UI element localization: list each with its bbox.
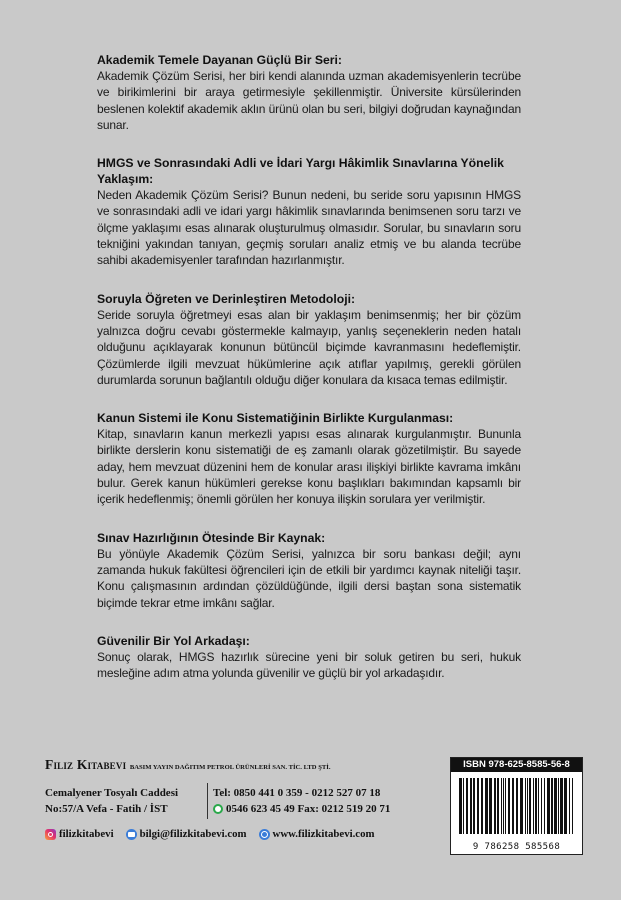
section-heading: HMGS ve Sonrasındaki Adli ve İdari Yargı Hâkimlik Sınavlarına Yönelik Yaklaşım:	[97, 156, 504, 187]
section-reliable-companion	[97, 633, 521, 682]
phone-line: Tel: 0850 441 0 359 - 0212 527 07 18	[213, 787, 381, 799]
back-cover-text	[97, 52, 521, 703]
section-academic-series	[97, 52, 521, 133]
instagram-handle: filizkitabevi	[59, 828, 114, 840]
divider	[207, 783, 208, 819]
section-heading: Sınav Hazırlığının Ötesinde Bir Kaynak:	[97, 530, 326, 545]
section-body: Akademik Çözüm Serisi, her biri kendi alanında uzman akademisyenlerin tecrübe ve birikimlerini bir araya getirmesiyle şekillenmiştir. Üniversite kürsülerinden beslenen kolektif akademik aklın ürünü olan bu seri, bilgiyi doğrudan kaynağından sunar.	[97, 69, 521, 132]
section-law-system	[97, 410, 521, 507]
isbn-digits: 9 786258 585568	[472, 842, 561, 852]
email-address: bilgi@filizkitabevi.com	[139, 828, 247, 840]
section-beyond-exam	[97, 530, 521, 611]
section-body: Kitap, sınavların kanun merkezli yapısı esas alınarak kurgulanmıştır. Bununla birlikte derslerin konu sistematiği de eş zamanlı olarak gözetilmiştir. Bu sayede aday, hem mevzuat düzenini hem de konular arası ilişkiyi birlikte kavrama imkânı bulur. Gerek kanun hükümleri gerekse konu başlıkları bakımından kapsamlı bir içerik hedeflenmiş; önemli görülen her konuya ilişkin sorulara yer verilmiştir.	[97, 427, 521, 507]
email-icon	[126, 829, 137, 840]
section-methodology	[97, 291, 521, 388]
section-body: Sonuç olarak, HMGS hazırlık sürecine yeni bir soluk getiren bu seri, hukuk mesleğine adım atma yolunda güvenilir ve güçlü bir yol arkadaşıdır.	[97, 649, 521, 681]
globe-icon	[259, 829, 270, 840]
whatsapp-row	[213, 801, 443, 817]
publisher-name-line	[45, 757, 330, 773]
address-line: Cemalyener Tosyalı Caddesi	[45, 787, 179, 799]
publisher-footer	[45, 757, 581, 857]
isbn-label: ISBN 978-625-8585-56-8	[451, 758, 582, 772]
publisher-subtitle: BASIM YAYIN DAĞITIM PETROL ÜRÜNLERİ SAN. TİC. LTD ŞTİ.	[129, 764, 331, 771]
instagram-icon	[45, 829, 56, 840]
address-line: No:57/A Vefa - Fatih / İST	[45, 803, 168, 815]
whatsapp-icon	[213, 804, 223, 814]
social-links	[45, 826, 445, 842]
publisher-address	[45, 785, 205, 817]
email-link[interactable]	[126, 828, 247, 840]
section-heading: Güvenilir Bir Yol Arkadaşı:	[97, 633, 250, 648]
section-heading: Soruyla Öğreten ve Derinleştiren Metodoloji:	[97, 291, 356, 306]
section-hmgs-approach	[97, 155, 521, 268]
section-body: Seride soruyla öğretmeyi esas alan bir yaklaşım benimsenmiş; her bir çözüm yalnızca doğru cevabı göstermekle kalmayıp, yanlış seçeneklerin neden hatalı olduğunu açıklayarak konunun bütüncül biçimde kavranmasını hedeflemiştir. Çözümlerde ilgili mevzuat hükümlerine açık atıflar yapılmış, gerekli görülen durumlarda sorunun bağlantılı olduğu diğer konulara da kısaca temas edilmiştir.	[97, 307, 521, 387]
isbn-barcode	[450, 757, 583, 855]
section-heading: Akademik Temele Dayanan Güçlü Bir Seri:	[97, 53, 342, 67]
section-body: Bu yönüyle Akademik Çözüm Serisi, yalnızca bir soru bankası değil; aynı zamanda hukuk fakültesi öğrencileri için de etkili bir yardımcı kaynak niteliği taşır. Konu çalışmasının ardından çözüldüğünde, ilgili dersi baştan sona sistematik biçimde tekrar etme imkânı sağlar.	[97, 546, 521, 610]
website-url: www.filizkitabevi.com	[272, 828, 375, 840]
whatsapp-line: 0546 623 45 49 Fax: 0212 519 20 71	[226, 803, 391, 815]
section-heading: Kanun Sistemi ile Konu Sistematiğinin Birlikte Kurgulanması:	[97, 411, 454, 426]
publisher-contact	[213, 785, 443, 817]
barcode-icon	[457, 778, 576, 836]
website-link[interactable]	[259, 828, 375, 840]
instagram-link[interactable]	[45, 828, 114, 840]
publisher-name: Filiz Kitabevi	[45, 757, 127, 772]
section-body: Neden Akademik Çözüm Serisi? Bunun nedeni, bu seride soru yapısının HMGS ve sonrasındaki adli ve idari yargı hâkimlik sınavlarında benimsenen soru tarzı ve ölçme yaklaşımı esas alınarak oluşturulmuş olmasıdır. Sorular, bu sınavların soru tekniğini yakından tanıyan, geçmiş soruları analiz etmiş ve bu alanda tecrübe sahibi akademisyenler tarafından hazırlanmıştır.	[97, 188, 521, 268]
